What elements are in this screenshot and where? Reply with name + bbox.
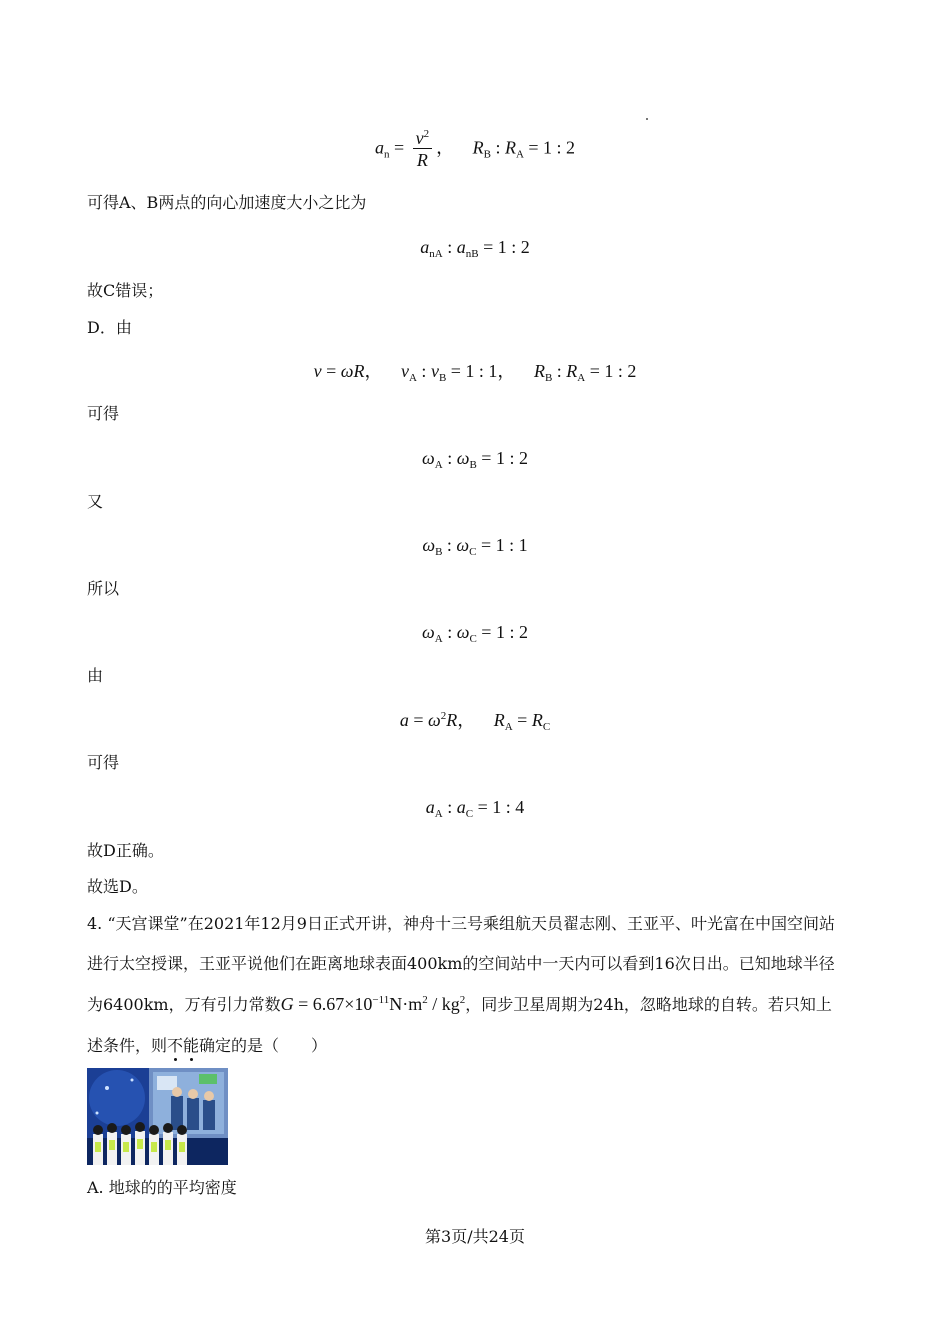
text-line: 可得A、B两点的向心加速度大小之比为 [87,193,367,212]
text-line: 可得 [87,404,120,423]
equation-v-omega-r: v = ωR， $v_A$ : $v_B = 1$ : 1， $R_B$ : $R_A = 1$ : 2 [313,361,637,384]
text-line: 又 [87,492,104,511]
equation-aa-ac: $a_A$ : $a_C = 1$ : 4 [425,797,525,820]
question-line: 4. “天宫课堂”在2021年12月9日正式开讲，神舟十三号乘组航天员翟志刚、王亚平、叶光富在中国空间站 [87,914,835,933]
equation-an-v2-over-r: $a_n$ = $\frac{v^2}{R}$ ， $R_B$ : $R_A = 1$ : 2 [374,128,576,170]
question-line [87,993,832,1016]
emphasis-char: 能 [183,1036,200,1055]
question-fragment: ，同步卫星周期为24h，忽略地球的自转。若只知上 [465,995,832,1014]
emphasis-char: 不 [167,1036,184,1055]
text-line: 故D正确。 [87,841,164,860]
option-a: A. 地球的的平均密度 [87,1178,237,1197]
question-fragment: 述条件，则 [87,1036,168,1055]
stray-dot [646,118,648,120]
question-fragment: 确定的是（ ） [199,1036,328,1055]
equation-ana-anb: $a_{nA}$ : $a_{nB} = 1$ : 2 [420,237,530,260]
question-line [87,1035,327,1057]
gravitational-constant: $G = 6.67\times 10^{-11}N\cdot m^2 / kg^2$ [280,994,466,1014]
question-fragment: 为6400km，万有引力常数 [87,995,281,1014]
text-line: 由 [87,666,104,685]
question-line: 进行太空授课，王亚平说他们在距离地球表面400km的空间站中一天内可以看到16次日出。已知地球半径 [87,954,835,973]
text-line: 所以 [87,579,120,598]
text-line: D．由 [87,318,132,337]
text-line: 故选D。 [87,877,148,896]
page-footer: 第3页/共24页 [425,1227,525,1246]
equation-omega-a-b: $\omega_A$ : $\omega_B = 1$ : 2 [422,448,528,471]
equation-a-omega2-r: $a = \omega^2R$， $R_A = R_C$ [399,710,551,733]
text-line: 可得 [87,753,120,772]
text-line: 故C错误； [87,281,164,300]
equation-omega-a-c: $\omega_A$ : $\omega_C = 1$ : 2 [422,622,528,645]
equation-omega-b-c: $\omega_B$ : $\omega_C = 1$ : 1 [422,535,528,558]
space-classroom-photo [87,1068,228,1165]
